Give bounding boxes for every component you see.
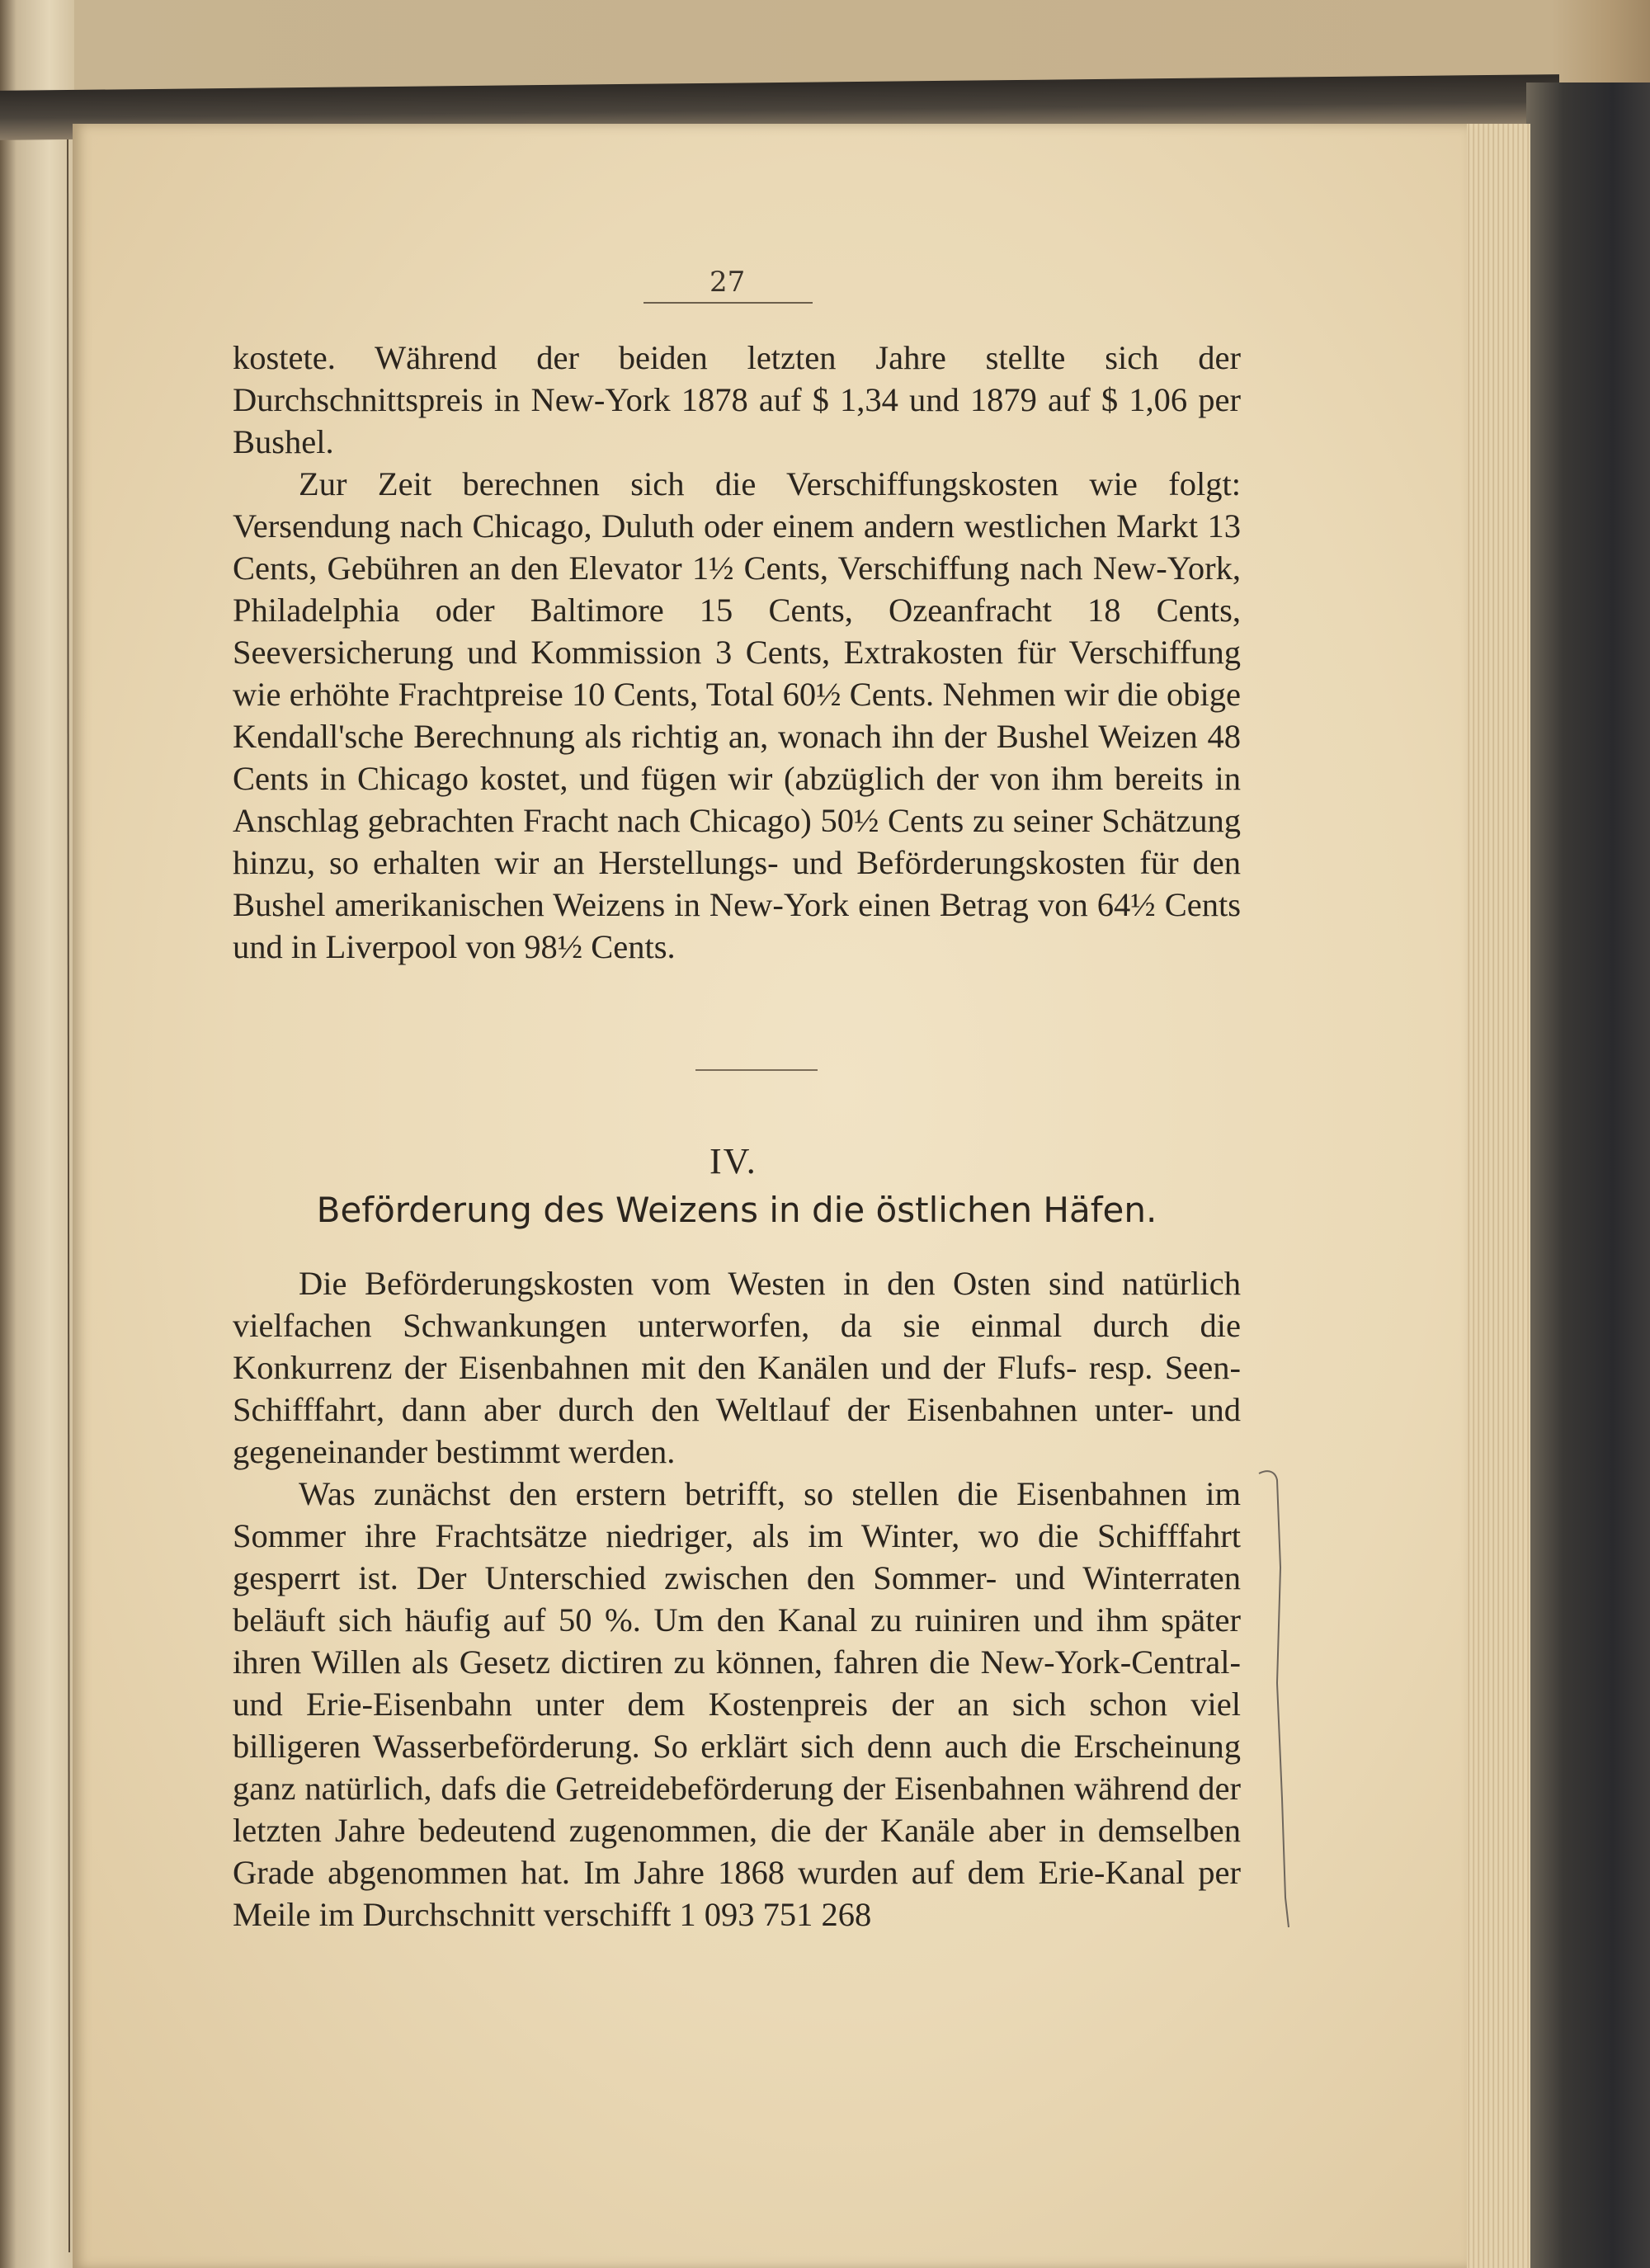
- text-block-top: [233, 337, 1241, 968]
- paragraph: Die Beförderungskosten vom Westen in den Osten sind natürlich vielfachen Schwankungen unterworfen, da sie einmal durch die Konkurrenz der Eisenbahnen mit den Kanälen und der Flufs- resp. Seen-Schifffahrt, dann aber durch den Weltlauf der Eisenbahnen unter- und gegeneinander bestimmt werden.: [233, 1265, 1241, 1470]
- book-cover-right-edge: [1526, 83, 1650, 2268]
- paragraph: Zur Zeit berechnen sich die Verschiffungskosten wie folgt: Versendung nach Chicago, Duluth oder einem andern westlichen Markt 13 Cents, Gebühren an den Elevator 1½ Cents, Verschiffung nach New-York, Philadelphia oder Baltimore 15 Cents, Ozeanfracht 18 Cents, Seeversicherung und Kommission 3 Cents, Extrakosten für Verschiffung wie erhöhte Frachtpreise 10 Cents, Total 60½ Cents. Nehmen wir die obige Kendall'sche Berechnung als richtig an, wonach ihn der Bushel Weizen 48 Cents in Chicago kostet, und fügen wir (abzüglich der von ihm bereits in Anschlag gebrachten Fracht nach Chicago) 50½ Cents zu seiner Schätzung hinzu, so erhalten wir an Herstellungs- und Beförderungskosten für den Bushel amerikanischen Weizens in New-York einen Betrag von 64½ Cents und in Liverpool von 98½ Cents.: [233, 465, 1241, 965]
- section-title: Beförderung des Weizens in die östlichen Häfen.: [316, 1190, 1157, 1230]
- header-rule: [644, 302, 813, 304]
- page-number: 27: [710, 266, 746, 299]
- pencil-margin-mark: [1252, 1469, 1310, 1931]
- paragraph: Was zunächst den erstern betrifft, so stellen die Eisenbahnen im Sommer ihre Frachtsätze niedriger, als im Winter, wo die Schifffahrt gesperrt ist. Der Unterschied zwischen den Sommer- und Winterraten beläuft sich häufig auf 50 %. Um den Kanal zu ruiniren und ihm später ihren Willen als Gesetz dictiren zu können, fahren die New-York-Central- und Erie-Eisenbahn unter dem Kostenpreis der an sich schon viel billigeren Wasserbeförderung. So erklärt sich denn auch die Erscheinung ganz natürlich, dafs die Getreidebeförderung der Eisenbahnen während der letzten Jahre bedeutend zugenommen, die der Kanäle aber in demselben Grade abgenommen hat. Im Jahre 1868 wurden auf dem Erie-Kanal per Meile im Durchschnitt verschifft 1 093 751 268: [233, 1475, 1241, 1933]
- stacked-page-edges: [1460, 124, 1530, 2268]
- paragraph: kostete. Während der beiden letzten Jahre stellte sich der Durchschnittspreis in New-York 1878 auf $ 1,34 und 1879 auf $ 1,06 per Bushel.: [233, 339, 1241, 460]
- text-block-bottom: [233, 1262, 1241, 1936]
- section-divider-rule: [695, 1069, 818, 1071]
- section-numeral: IV.: [710, 1141, 757, 1181]
